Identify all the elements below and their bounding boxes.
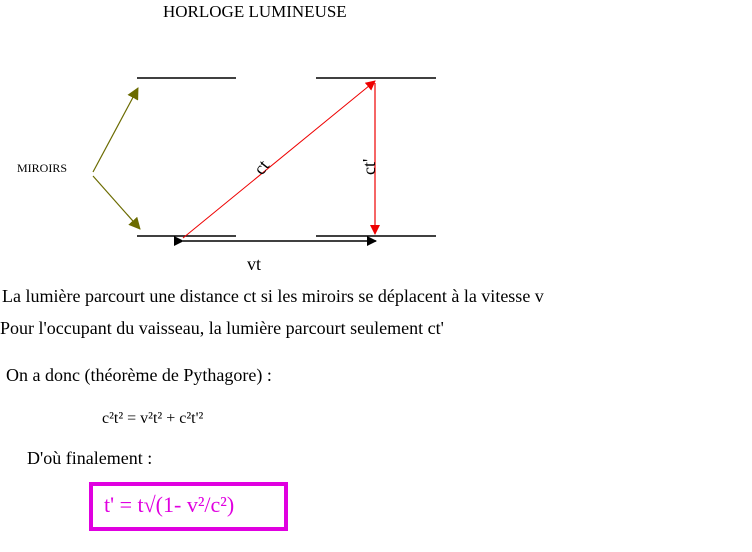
- result-formula-box: [89, 482, 288, 531]
- mirrors-pointer-down-arrow: [93, 176, 140, 229]
- hypotenuse-label: ct: [249, 155, 274, 179]
- vertical-path-label: ct': [359, 158, 379, 175]
- explanation-line-occupant: Pour l'occupant du vaisseau, la lumière parcourt seulement ct': [0, 318, 444, 338]
- explanation-line-conclusion: D'où finalement :: [27, 448, 153, 468]
- mirrors-label: MIROIRS: [17, 161, 68, 175]
- result-formula: t' = t√(1- v²/c²): [104, 492, 235, 517]
- pythagore-equation: c²t² = v²t² + c²t'²: [102, 410, 204, 427]
- explanation-line-pythagore: On a donc (théorème de Pythagore) :: [6, 365, 272, 385]
- light-path-diagonal-arrow: [183, 81, 375, 238]
- mirrors-pointer-up-arrow: [93, 88, 138, 172]
- page-title: HORLOGE LUMINEUSE: [163, 2, 347, 21]
- displacement-label: vt: [247, 254, 262, 274]
- explanation-line-distance: La lumière parcourt une distance ct si les miroirs se déplacent à la vitesse v: [2, 286, 544, 306]
